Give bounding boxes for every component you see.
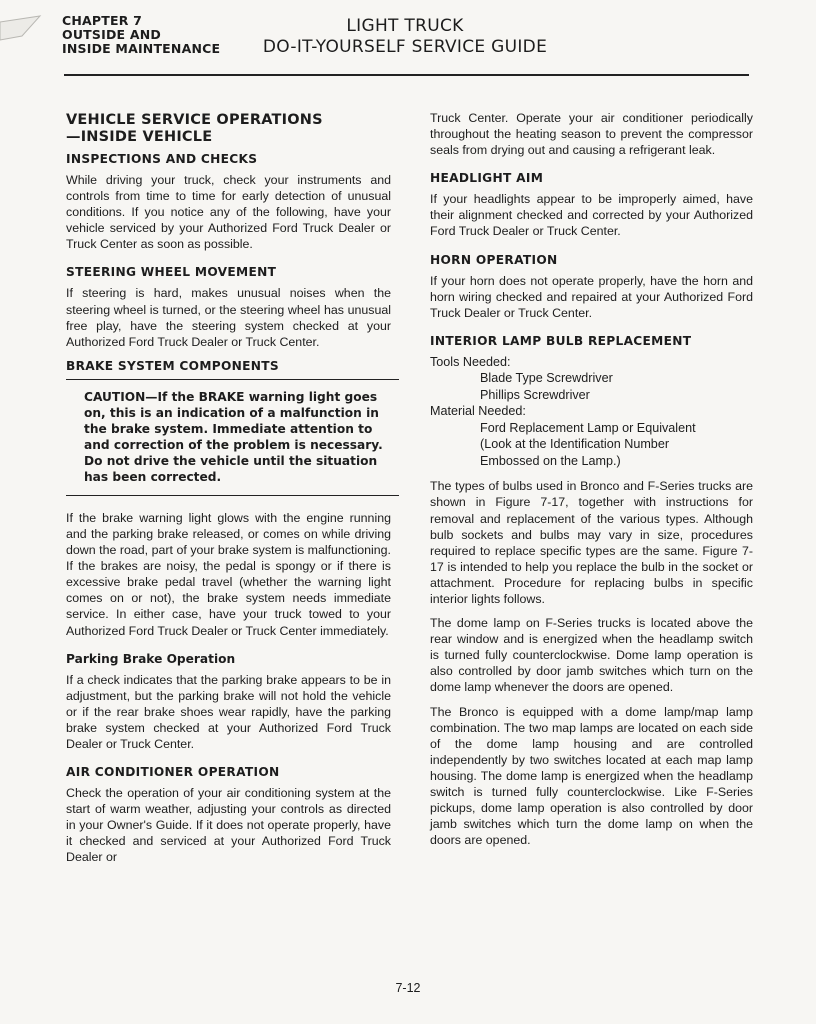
title-line: LIGHT TRUCK bbox=[346, 16, 464, 36]
header-rule bbox=[64, 74, 749, 76]
headlight-heading: HEADLIGHT AIM bbox=[430, 171, 544, 186]
inspections-heading: INSPECTIONS AND CHECKS bbox=[66, 152, 258, 166]
page-corner-fold bbox=[0, 14, 48, 44]
material-label: Material Needed: bbox=[430, 404, 526, 419]
left-column bbox=[66, 112, 391, 874]
right-column bbox=[430, 110, 753, 856]
parking-brake-heading: Parking Brake Operation bbox=[66, 651, 236, 666]
section-title-line: VEHICLE SERVICE OPERATIONS bbox=[66, 112, 323, 128]
chapter-label bbox=[62, 14, 252, 56]
chapter-line: CHAPTER 7 bbox=[62, 13, 143, 28]
steering-paragraph: If steering is hard, makes unusual noises when the steering wheel is turned, or the steering wheel has unusual free play, have the steering system checked at your Authorized Ford Truck Dealer or Truck Center. bbox=[66, 286, 391, 349]
caution-text: CAUTION—If the BRAKE warning light goes on, this is an indication of a malfunction in the brake system. Immediate attention to and correction of the problem is necessary. Do not drive the vehicle until the situation has been corrected. bbox=[84, 389, 383, 484]
caution-box bbox=[66, 379, 399, 496]
dome-lamp-paragraph: The dome lamp on F-Series trucks is located above the rear window and is energized when the headlamp switch is turned fully counterclockwise. Dome lamp operation is also controlled by door jamb switches which turn on the dome lamp whenever the doors are opened. bbox=[430, 616, 753, 695]
bronco-lamp-paragraph: The Bronco is equipped with a dome lamp/map lamp combination. The two map lamps are located on each side of the dome lamp housing and are controlled independently by two switches located at each map lamp housing. The dome lamp is energized when the headlamp switch is turned fully counterclockwise. Like F-Series pickups, dome lamp operation is also controlled by door jamb switches which turn the dome lamp on when the doors are opened. bbox=[430, 704, 753, 848]
material-item: (Look at the Identification Number bbox=[480, 437, 670, 452]
material-item: Ford Replacement Lamp or Equivalent bbox=[480, 420, 696, 435]
interior-lamp-heading: INTERIOR LAMP BULB REPLACEMENT bbox=[430, 333, 692, 348]
material-item: Embossed on the Lamp.) bbox=[480, 453, 621, 468]
horn-paragraph: If your horn does not operate properly, have the horn and horn wiring checked and repaired at your Authorized Ford Truck Dealer or Truck Center. bbox=[430, 273, 753, 320]
ac-paragraph: Check the operation of your air conditioning system at the start of warm weather, adjusting your controls as directed in your Owner's Guide. If it does not operate properly, have it checked and serviced at your Authorized Ford Truck Dealer or bbox=[66, 786, 391, 865]
brake-heading: BRAKE SYSTEM COMPONENTS bbox=[66, 358, 279, 373]
tool-item: Phillips Screwdriver bbox=[480, 387, 590, 402]
tools-label: Tools Needed: bbox=[430, 354, 511, 369]
horn-heading: HORN OPERATION bbox=[430, 252, 558, 267]
section-title-line: —INSIDE VEHICLE bbox=[66, 129, 213, 145]
bulb-types-paragraph: The types of bulbs used in Bronco and F-Series trucks are shown in Figure 7-17, together with instructions for removal and replacement of the various types. Although bulb sockets and bulbs may vary in size, procedures required to replace specific types are the same. Figure 7-17 is intended to help you replace the bulb in the socket or attachment. Procedure for replacing bulbs in specific interior lights follows. bbox=[430, 479, 753, 606]
parking-brake-paragraph: If a check indicates that the parking brake appears to be in adjustment, but the parking brake will not hold the vehicle or if the rear brake shoes wear rapidly, have the parking brake system checked at your Authorized Ford Truck Dealer or Truck Center. bbox=[66, 672, 391, 751]
chapter-line: OUTSIDE AND bbox=[62, 27, 161, 42]
title-line: DO-IT-YOURSELF SERVICE GUIDE bbox=[262, 37, 548, 57]
ac-continued-paragraph: Truck Center. Operate your air conditioner periodically throughout the heating season to prevent the compressor seals from drying out and causing a refrigerant leak. bbox=[430, 111, 753, 158]
page-number: 7-12 bbox=[395, 981, 421, 995]
section-title bbox=[66, 112, 391, 146]
chapter-line: INSIDE MAINTENANCE bbox=[62, 41, 221, 56]
ac-heading: AIR CONDITIONER OPERATION bbox=[66, 765, 280, 780]
headlight-paragraph: If your headlights appear to be improperly aimed, have their alignment checked and corrected by your Authorized Ford Truck Dealer or Truck Center. bbox=[430, 192, 753, 239]
tool-item: Blade Type Screwdriver bbox=[480, 371, 613, 386]
brake-paragraph: If the brake warning light glows with the engine running and the parking brake released, or comes on while driving down the road, part of your brake system is malfunctioning. If the brakes are noisy, the pedal is spongy or if there is excessive brake pedal travel (whether the warning light comes on or not), the brake system needs immediate service. In either case, have your truck towed to your Authorized Ford Truck Dealer or Truck Center immediately. bbox=[66, 510, 391, 638]
steering-heading: STEERING WHEEL MOVEMENT bbox=[66, 265, 277, 280]
inspections-paragraph: While driving your truck, check your instruments and controls from time to time for early detection of unusual conditions. If you notice any of the following, have your vehicle serviced by your Authorized Ford Truck Dealer or Truck Center as soon as possible. bbox=[66, 173, 391, 252]
document-title bbox=[250, 16, 560, 58]
